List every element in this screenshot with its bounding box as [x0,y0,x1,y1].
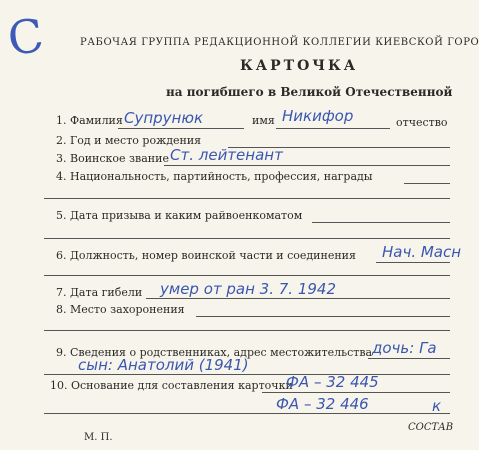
field-10-line [262,392,450,393]
field-2-label: 2. Год и место рождения [56,134,202,147]
field-4-label: 4. Национальность, партийность, профессия, награды [56,170,373,183]
field-10-basis-value-3: к [432,397,442,415]
field-10-basis-value-2: ФА – 32 446 [276,395,369,413]
field-6-label: 6. Должность, номер воинской части и соединения [56,249,356,262]
field-5-line [312,222,450,223]
field-3-label: 3. Воинское звание [56,152,169,165]
field-10-line-2 [44,413,450,414]
field-1-name-value: Никифор [282,107,354,125]
corner-handwritten-mark: С [4,7,47,67]
field-1-patronymic-label: отчество [396,116,448,129]
field-5-line-2 [44,238,450,239]
field-8-line-2 [44,330,450,331]
compiled-by-label: СОСТАВ [408,422,454,433]
field-8-label: 8. Место захоронения [56,303,185,316]
field-4-line-2 [44,198,450,199]
header-text: РАБОЧАЯ ГРУППА РЕДАКЦИОННОЙ КОЛЛЕГИИ КИЕВСКОЙ ГОРО [80,37,479,48]
field-7-line [146,298,450,299]
field-4-line [404,183,450,184]
field-9-line-2 [44,374,450,375]
field-9-line [368,358,450,359]
card-title: КАРТОЧКА [240,58,359,74]
field-5-label: 5. Дата призыва и каким райвоенкоматом [56,209,303,222]
field-9-relatives-value-2: сын: Анатолий (1941) [78,356,249,374]
field-10-basis-value: ФА – 32 445 [286,373,379,391]
field-8-line [196,316,450,317]
field-7-death-value: умер от ран 3. 7. 1942 [160,280,337,298]
field-3-rank-value: Ст. лейтенант [170,146,283,164]
field-9-label: 9. Сведения о родственниках, адрес местожительства [56,346,373,359]
field-1-name-line [276,128,390,129]
field-7-label: 7. Дата гибели [56,286,143,299]
field-6-position-value: Нач. Масн [382,243,462,261]
card-subtitle: на погибшего в Великой Отечественной [166,85,453,99]
field-1-surname-line [118,128,244,129]
field-6-line-2 [44,275,450,276]
field-10-label: 10. Основание для составления карточки [50,379,293,392]
field-1-surname-value: Супрунюк [124,109,204,127]
field-9-relatives-value: дочь: Га [372,339,437,357]
field-1-name-label: имя [252,114,275,127]
field-1-label: 1. Фамилия [56,114,123,127]
field-6-line [376,262,450,263]
stamp-place-label: М. П. [84,432,113,443]
field-3-line [164,165,450,166]
